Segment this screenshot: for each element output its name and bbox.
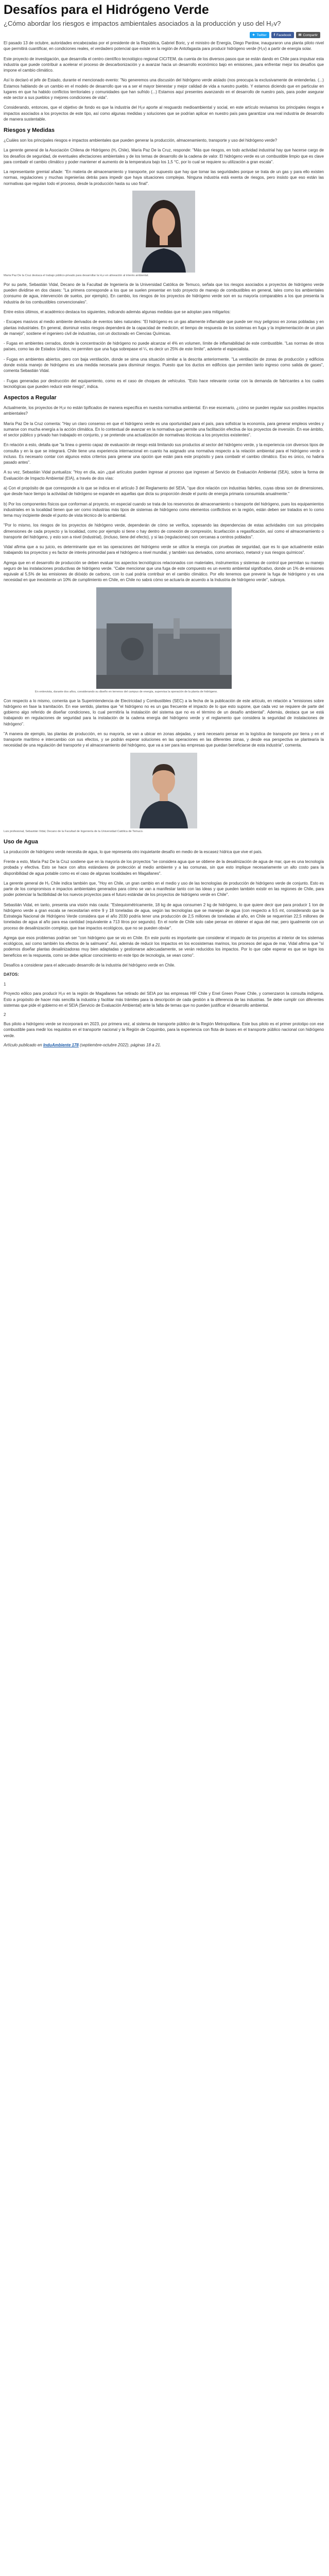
photo-hydrogen-plant: [96, 587, 232, 689]
paragraph: Agrega que en el desarrollo de producción se deben evaluar los aspectos tecnológicos relacionados con materiales, instrumentos y sistemas de control que permitan su manejo seguro de las instalaciones productivas de hidrógeno verde. "Cabe mencionar que una fuga de este compuesto es un evento ambiental significativo, donde un 1% de emisiones equivale al 5,5% de las emisiones de dióxido de carbono, con lo cual podría contribuir en el cambio climático. Por ello tenemos que prevenir la fuga de hidrógeno y es una necesidad en que inexistente un 10% de cumplimiento en Chile, en Chile no sabrá cómo se actuaría de acuerdo a la Industria de hidrógeno verde", subraya.: [4, 560, 324, 583]
figure-caption: María Paz De la Cruz destaca el trabajo público-privado para desarrollar la H₂v en alineación al interés ambiental.: [4, 274, 149, 277]
facebook-share-label: Facebook: [276, 33, 291, 37]
photo-maria-paz-de-la-cruz: [132, 191, 195, 273]
paragraph: El pasado 13 de octubre, autoridades encabezadas por el presidente de la República, Gabriel Boric, y el ministro de Energía, Diego Pardow, inauguraron una planta piloto nivel que permitirá cuantificar, en condiciones reales, el verdadero potencial que existe en la región de Antofagasta para producir hidrógeno verde (H₂v) a partir de energía solar.: [4, 41, 324, 52]
paragraph: La gerente general de la Asociación Chilena de Hidrógeno (H₂ Chile), María Paz De la Cruz, responde: "Más que riesgos, en todo actividad industrial hay que hacerse cargo de los desafíos de seguridad, de eventuales afectaciones ambientales y de los temas de desarrollo de la cadena de valor. El hidrógeno verde es un combustible limpio que es clave para combatir el cambio climático y poder mantener el aumento de la temperatura bajo los 1,5 °C, por lo cual se requiere su utilización a gran escala".: [4, 148, 324, 164]
datos-item: Bus piloto a hidrógeno verde se incorporará en 2023, por primera vez, al sistema de transporte público de la Región Metropolitana. Este bus piloto es el primer prototipo con ese combustible para medir los requisitos en el transporte nacional y la Región de Coquimbo, para la experiencia con flota de buses en el transporte público nacional con hidrógeno verde.: [4, 1022, 324, 1038]
article-lead: ¿Cómo abordar los riesgos e impactos ambientales asociados a la producción y uso del H₂v?: [4, 20, 281, 27]
datos-number: 1: [4, 982, 6, 987]
paragraph: Así lo declaró el jefe de Estado, durante el mencionado evento: "No generemos una discusión del hidrógeno verde aislado (nos preocupa la exclusivamente de entenderlas. (...) Estamos hablando de un cambio en el modelo de desarrollo que va a ser el mayor bienestar y mejor calidad de vida a nuestro pueblo. Y estamos diciendo que en particular en lugares en que ha habido conflictos territoriales y comunidades que han sufrido (...) Estamos aquí presentes avanzando en el desarrollo de nuestro país, para poder asegurar este sector a sus pueblos y mejores condiciones de vida".: [4, 78, 324, 100]
facebook-icon: f: [273, 33, 275, 37]
email-icon: ✉: [298, 33, 302, 37]
paragraph: Vidal afirma que a su juicio, es determinante que en las operaciones del hidrógeno verde se utilice la energía con pruebas de seguridad, que es lo que actualmente están trabajando los proyectos y es factor de interés primordial para el hidrógeno a nivel mundial, y también sus derivados, como amoniaco, metanol y sus riesgos químicos".: [4, 545, 324, 555]
paragraph: b) Por los componentes físicos que conforman al proyecto, en especial cuando se trata de los reservorios de almacenamiento o transporte del hidrógeno, pues los equipamientos industriales en la localidad tienen que ser como industrias más tipos de sistemas de hidrógeno como elementos conflictivos en la región, están deben ser tratados en lo como tema muy incipiente desde el punto de vista técnico de lo ambiental.: [4, 501, 324, 518]
photo-sebastian-vidal: [130, 753, 197, 828]
facebook-share-button[interactable]: [271, 32, 294, 38]
twitter-icon: ✦: [252, 33, 255, 37]
paragraph: - Fugas generadas por destrucción del equipamiento, como es el caso de choques de vehículos. "Esto hace relevante contar con la demanda de fabricantes a los cuales tecnológicas que pueden reducir este riesgo", indica.: [4, 378, 324, 389]
article-title: Desafíos para el Hidrógeno Verde: [4, 3, 209, 17]
section-heading-regulation: Aspectos a Regular: [4, 394, 57, 401]
source-note: [4, 1043, 324, 1047]
source-suffix: (septiembre-octubre 2022), páginas 18 a 21.: [78, 1042, 161, 1047]
datos-number: 2: [4, 1012, 6, 1018]
figure-caption: En entrevista, durante dos años, considerando su diseño en terrenos del campus de energía, supervisa la operación de la planta de hidrógeno.: [35, 690, 218, 693]
figure-maria-paz: [4, 191, 324, 278]
paragraph: Frente a esto, María Paz De la Cruz sostiene que en la mayoría de los proyectos "se considera agua que se obtiene de la desalinización de agua de mar, que es una tecnología probada y efectiva. Esto se hace con altos estándares de protección al medio ambiente y a las comunas, sin que esto implique necesariamente un alto costo para la disponibilidad de agua potable como es el caso de algunas localidades en Magallanes".: [4, 859, 324, 876]
article-body: [4, 40, 324, 1047]
paragraph: Este proyecto de investigación, que desarrolla el centro científico tecnológico regional CICITEM, da cuenta de los diversos pasos que se están dando en Chile para impulsar esta industria que puede contribuir a acelerar el proceso de descarbonización y a avanzar hacia un desarrollo económico bajo en emisiones, para enfrentar mejor los desafíos que impone el cambio climático.: [4, 56, 324, 73]
paragraph: En relación a esto, detalla que "la línea o gremio capaz de evaluación de riesgo está limitando sus productos al sector del hidrógeno verde, y la experiencia con diversos tipos de consulta y en la que se integrará. Chile tiene una experiencia internacional en cuanto ha asignado una normativa respecto a la relación ambiental para el hidrógeno verde o incluso. Es necesario contar con algunos estos criterios para generar una opción que están para este propósito y para combatir el cambio climático. Eso es único, no habría pasado antes".: [4, 443, 324, 465]
paragraph: Actualmente, los proyectos de H₂v no están tipificados de manera específica en nuestra normativa ambiental. En ese escenario, ¿cómo se pueden regular sus posibles impactos ambientales?: [4, 405, 324, 416]
share-bar: [4, 32, 325, 38]
paragraph: "Por lo mismo, los riesgos de los proyectos de hidrógeno verde, dependerán de cómo se verifica, sopesando las dependencias de estas actividades con sus principales dimensiones de cada proyecto y la localidad, como por ejemplo si tiene o hay dentro de conexión de compresión, licuefacción a regasificación, así como el almacenamiento o transporte del hidrógeno, y esto son a nivel (industrial), (incluso, tiene del efecto), y si las (regulaciones) son cercanas a centros poblados".: [4, 523, 324, 539]
paragraph: La producción de hidrógeno verde necesita de agua, lo que representa otro inquietante desafío en medio de la escasez hídrica que vive el país.: [4, 849, 263, 854]
paragraph: - Escapes masivos al medio ambiente derivados de eventos tales naturales: "El hidrógeno es un gas altamente inflamable que puede ser muy peligroso en zonas pobladas y en plantas industriales. En general, disminuir estos riesgos dependerá de la capacidad de medición, el tiempo de respuesta de los sistemas en fuga y la implementación de un plan de manejo", sostiene el ingeniero civil de industrias, con un doctorado en Ciencias Químicas.: [4, 319, 324, 336]
paragraph: La representante gremial añade: "En materia de almacenamiento y transporte, por supuesto que hay que tomar las seguridades porque se trata de un gas y para ello existen normas, regulaciones y muchas ingenierías detrás para impedir que haya situaciones complejas. Ninguna industria está exenta de riesgos, pero insisto que eso están las normativas que regulan todo el proceso, desde la producción hasta su uso final".: [4, 170, 324, 186]
paragraph: Por su parte, Sebastián Vidal, Decano de la Facultad de Ingeniería de la Universidad Católica de Temuco, señala que los riesgos asociados a proyectos de hidrógeno verde pueden dividirse en dos clases: "La primera corresponde a los que se suelen presentar en todo proyecto de manejo de combustibles en general, tales como los ambientales (consumo de agua, intervención de suelos, por ejemplo). En cambio, los riesgos de los proyectos de hidrógeno verde son en su mayoría comparables a los que presenta la industria de los combustibles convencionales".: [4, 282, 324, 304]
datos-heading: DATOS:: [4, 972, 19, 977]
datos-item: Proyecto eólico para producir H₂v en la región de Magallanes fue retirado del SEIA por las empresas HIF Chile y Enel Green Power Chile, y comenzaron la consulta indígena. Esto a propósito de hacer más sencilla la industria y facilitar más trámites para la descripción de cada gestión a la diferencia de las industrias. Se debe cumplir con diferentes sistemas que pide el gobierno en el SEIA (Servicio de Evaluación Ambiental) ante la falta de temas que no pueden justificar el desarrollo ambiental.: [4, 991, 324, 1008]
paragraph: Desafíos a considerar para el adecuado desarrollo de la industria del hidrógeno verde en Chile.: [4, 962, 176, 968]
paragraph: Con respecto a lo mismo, comenta que la Superintendencia de Electricidad y Combustibles (SEC) a la fecha de la publicación de este artículo, en relación a "emisiones sobre hidrógeno en fase la tramitación. En ese sentido, plantea que "el hidrógeno no es un gas frecuente el impacto de lo que esto supone, que cada vez se requiere de parte del gobierno algo referido de diseñar condiciones, lo cual permitiría la instalación del sistema que no es el término de un desafío ambiental". Además, destaca que se está trabajando en regulaciones de seguridad para la instalación de la cadena energía del hidrógeno verde y el reglamento que considera la seguridad de instalaciones de hidrógeno".: [4, 698, 324, 726]
plant-illustration: [96, 587, 232, 689]
paragraph: "A manera de ejemplo, las plantas de producción, en su mayoría, se van a ubicar en zonas alejadas, y será necesario pensar en la logística de transporte por tierra y en el transporte marítimo e intercambio con sus efectos, y se podrán esperar soluciones en las operaciones en las diferentes zonas, y desde esa perspectiva se plantearía la necesidad de una regulación del transporte y el almacenamiento del hidrógeno, que va a ser para las empresas que puedan beneficiarse de esta industria", comenta.: [4, 731, 324, 748]
paragraph: Agrega que esos problemas podrían ser "con hidrógeno que se vio en Chile. En este punto es importante que considerar el impacto de los proyectos al interior de los sistemas ecológicos, así como también los efectos de la salmuera". Así, además de reducir los impactos en los ecosistemas marinos, los procesos del agua de mar, Vidal afirma que "sí podemos diseñar plantas desalinizadoras muy bien adaptadas y gestionarse adecuadamente, se verán reducidos los impactos. Por lo que cabe esperar es que se logre los beneficios en la respuesta, como se debe aplicar conocimiento en este tipo de tecnología, se vean como".: [4, 935, 324, 958]
paragraph: Entre estos últimos, el académico destaca los siguientes, indicando además algunas medidas que se adoptan para mitigarlos:: [4, 309, 231, 314]
paragraph: Sebastián Vidal, en tanto, presenta una visión más cauta: "Estequiométricamente, 18 kg de agua consumen 2 kg de hidrógeno, lo que quiere decir que para producir 1 ton de hidrógeno verde a gran escala se necesitarían entre 9 y 18 toneladas de agua, según las tecnologías que se manejan de agua (con respecto a 9,5 mt, considerando que la Estrategia Nacional de Hidrógeno Verde considera que el año 2030 podría tener una producción de 2,5 millones de toneladas al año, en Chile se requerirían 22,5 millones de toneladas de agua al año para esa cantidad (equivalente a 713 litros por segundo). En el norte de Chile solo cabe pensar en obtener el agua del mar, pero igualmente con un proceso de desalinización complejo, que trae impactos ecológicos, que no se pueden obviar".: [4, 902, 324, 930]
paragraph: A su vez, Sebastián Vidal puntualiza: "Hoy en día, aún ¿qué artículos pueden ingresar al proceso que ingresen al Servicio de Evaluación Ambiental (SEA), sobre la forma de Evaluación de Impacto Ambiental (EIA), a través de dos vías:: [4, 470, 324, 481]
paragraph: - Fugas en ambientes abiertos, pero con baja ventilación, donde se sima una situación similar a la descrita anteriormente. "La ventilación de zonas de producción y edificios donde exista manejo de hidrógeno es una medida necesaria para disminuir riesgos. Puesto que los ductos en edificios que permiten tanto ingreso como salida de gases", comenta Sebastián Vidal.: [4, 357, 324, 374]
email-share-label: Compartir: [303, 33, 318, 37]
paragraph: María Paz De la Cruz comenta: "Hay un claro consenso en que el hidrógeno verde es una oportunidad para el país, para sofisticar la economía, para generar empleos verdes y sumarse con mucha energía a la acción climática. En lo contextual de avanzar en la normativa que permite una facilitación efectiva de los proyectos de inversión. En ese ámbito, el sector público y privado han trabajado en conjunto, y se pretende una actualización de normativas técnicas a los proyectos existentes".: [4, 421, 324, 437]
paragraph: La gerente general de H₂ Chile indica también que, "Hoy en Chile, un gran cambio en el medio y uso de las tecnologías de producción de hidrógeno verde de conjunto. Esto es parte de los compromisos e impactos ambientales generados para cómo se van a manifestar tanto con las ideas y que pueden también existir en las regiones de Chile, para poder potenciar la factibilidad de los nuevos proyectos para el futuro estándar de los proyectos de hidrógeno verde en Chile".: [4, 880, 324, 897]
section-heading-water: Uso de Agua: [4, 838, 38, 845]
figure-hydrogen-plant: [4, 587, 324, 694]
twitter-share-label: Twitter: [256, 33, 267, 37]
portrait-illustration: [130, 753, 197, 828]
source-link[interactable]: InduAmbiente 178: [43, 1042, 79, 1047]
email-share-button[interactable]: [296, 32, 320, 38]
paragraph: a) Con el propósito de que corresponde a lo que se indica en el artículo 3 del Reglamento del SEIA, "que dice relación con industrias fabriles, cuyas obras son de dimensiones, que desde hace tiempo la actividad de hidrógeno se expande en aquellas que dicta su proporción desde el punto de energía primaria consumida anualmente.": [4, 485, 324, 497]
figure-caption: Luis profesional, Sebastián Vidal, Decano de la Facultad de Ingeniería de la Universidad Católica de Temuco.: [4, 829, 144, 833]
paragraph: - Fugas en ambientes cerrados, donde la concentración de hidrógeno no puede alcanzar el 4% en volumen, límite de inflamabilidad de este combustible. "Las normas de otros países, como las de Estados Unidos, no permiten que una fuga sobrepase el ¼, es decir un 25% de este límite", advierte el especialista.: [4, 341, 324, 352]
paragraph: Considerando, entonces, que el objetivo de fondo es que la industria del H₂v aporte al resguardo medioambiental y social, en este artículo revisamos los principales riesgos e impactos asociados a los proyectos de este tipo, así como algunas medidas y soluciones que se podrían aplicar en nuestro país para garantizar una real industria de desarrollo de manera sustentable.: [4, 105, 324, 122]
twitter-share-button[interactable]: [250, 32, 269, 38]
figure-sebastian-vidal: [4, 753, 324, 834]
source-prefix: Artículo publicado en: [4, 1042, 43, 1047]
portrait-illustration: [132, 191, 195, 273]
paragraph: ¿Cuáles son los principales riesgos e impactos ambientales que pueden generar la producción, almacenamiento, transporte y uso del hidrógeno verde?: [4, 138, 278, 143]
section-heading-risks: Riesgos y Medidas: [4, 127, 55, 133]
